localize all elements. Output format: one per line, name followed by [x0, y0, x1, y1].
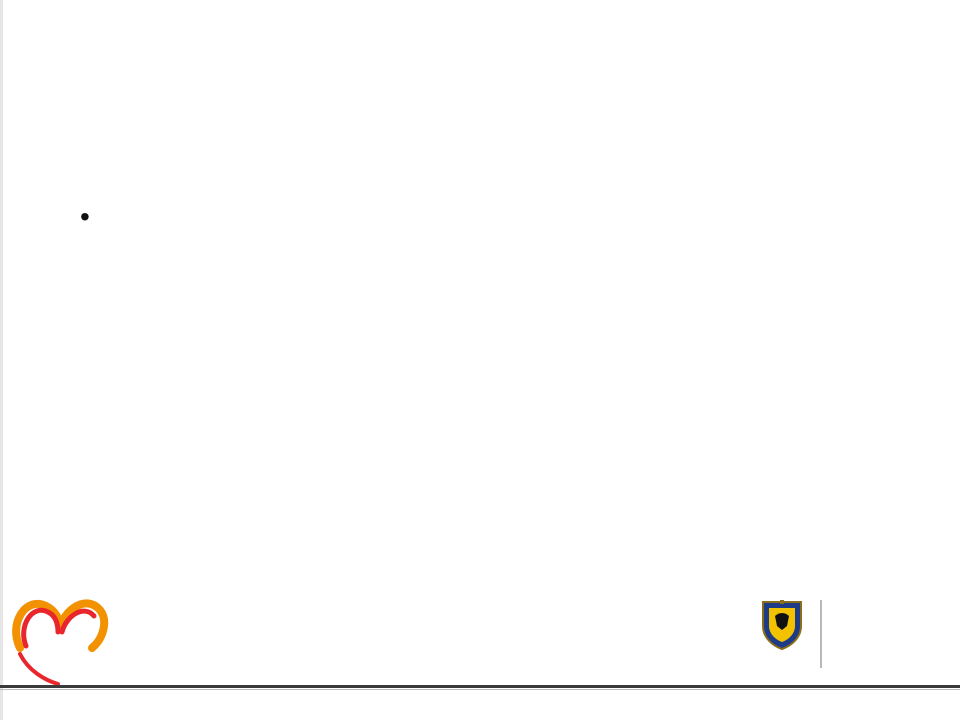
footer-rule-thin [0, 689, 960, 690]
urgencias-heart-logo [8, 588, 228, 688]
bullet-list [80, 196, 882, 238]
footer-rule [0, 685, 960, 688]
logo-divider [820, 600, 822, 668]
bullet-marker: • [80, 201, 90, 232]
bogota-crest-icon [757, 598, 807, 650]
slide-left-border [0, 0, 3, 720]
bullet-item [80, 196, 882, 238]
